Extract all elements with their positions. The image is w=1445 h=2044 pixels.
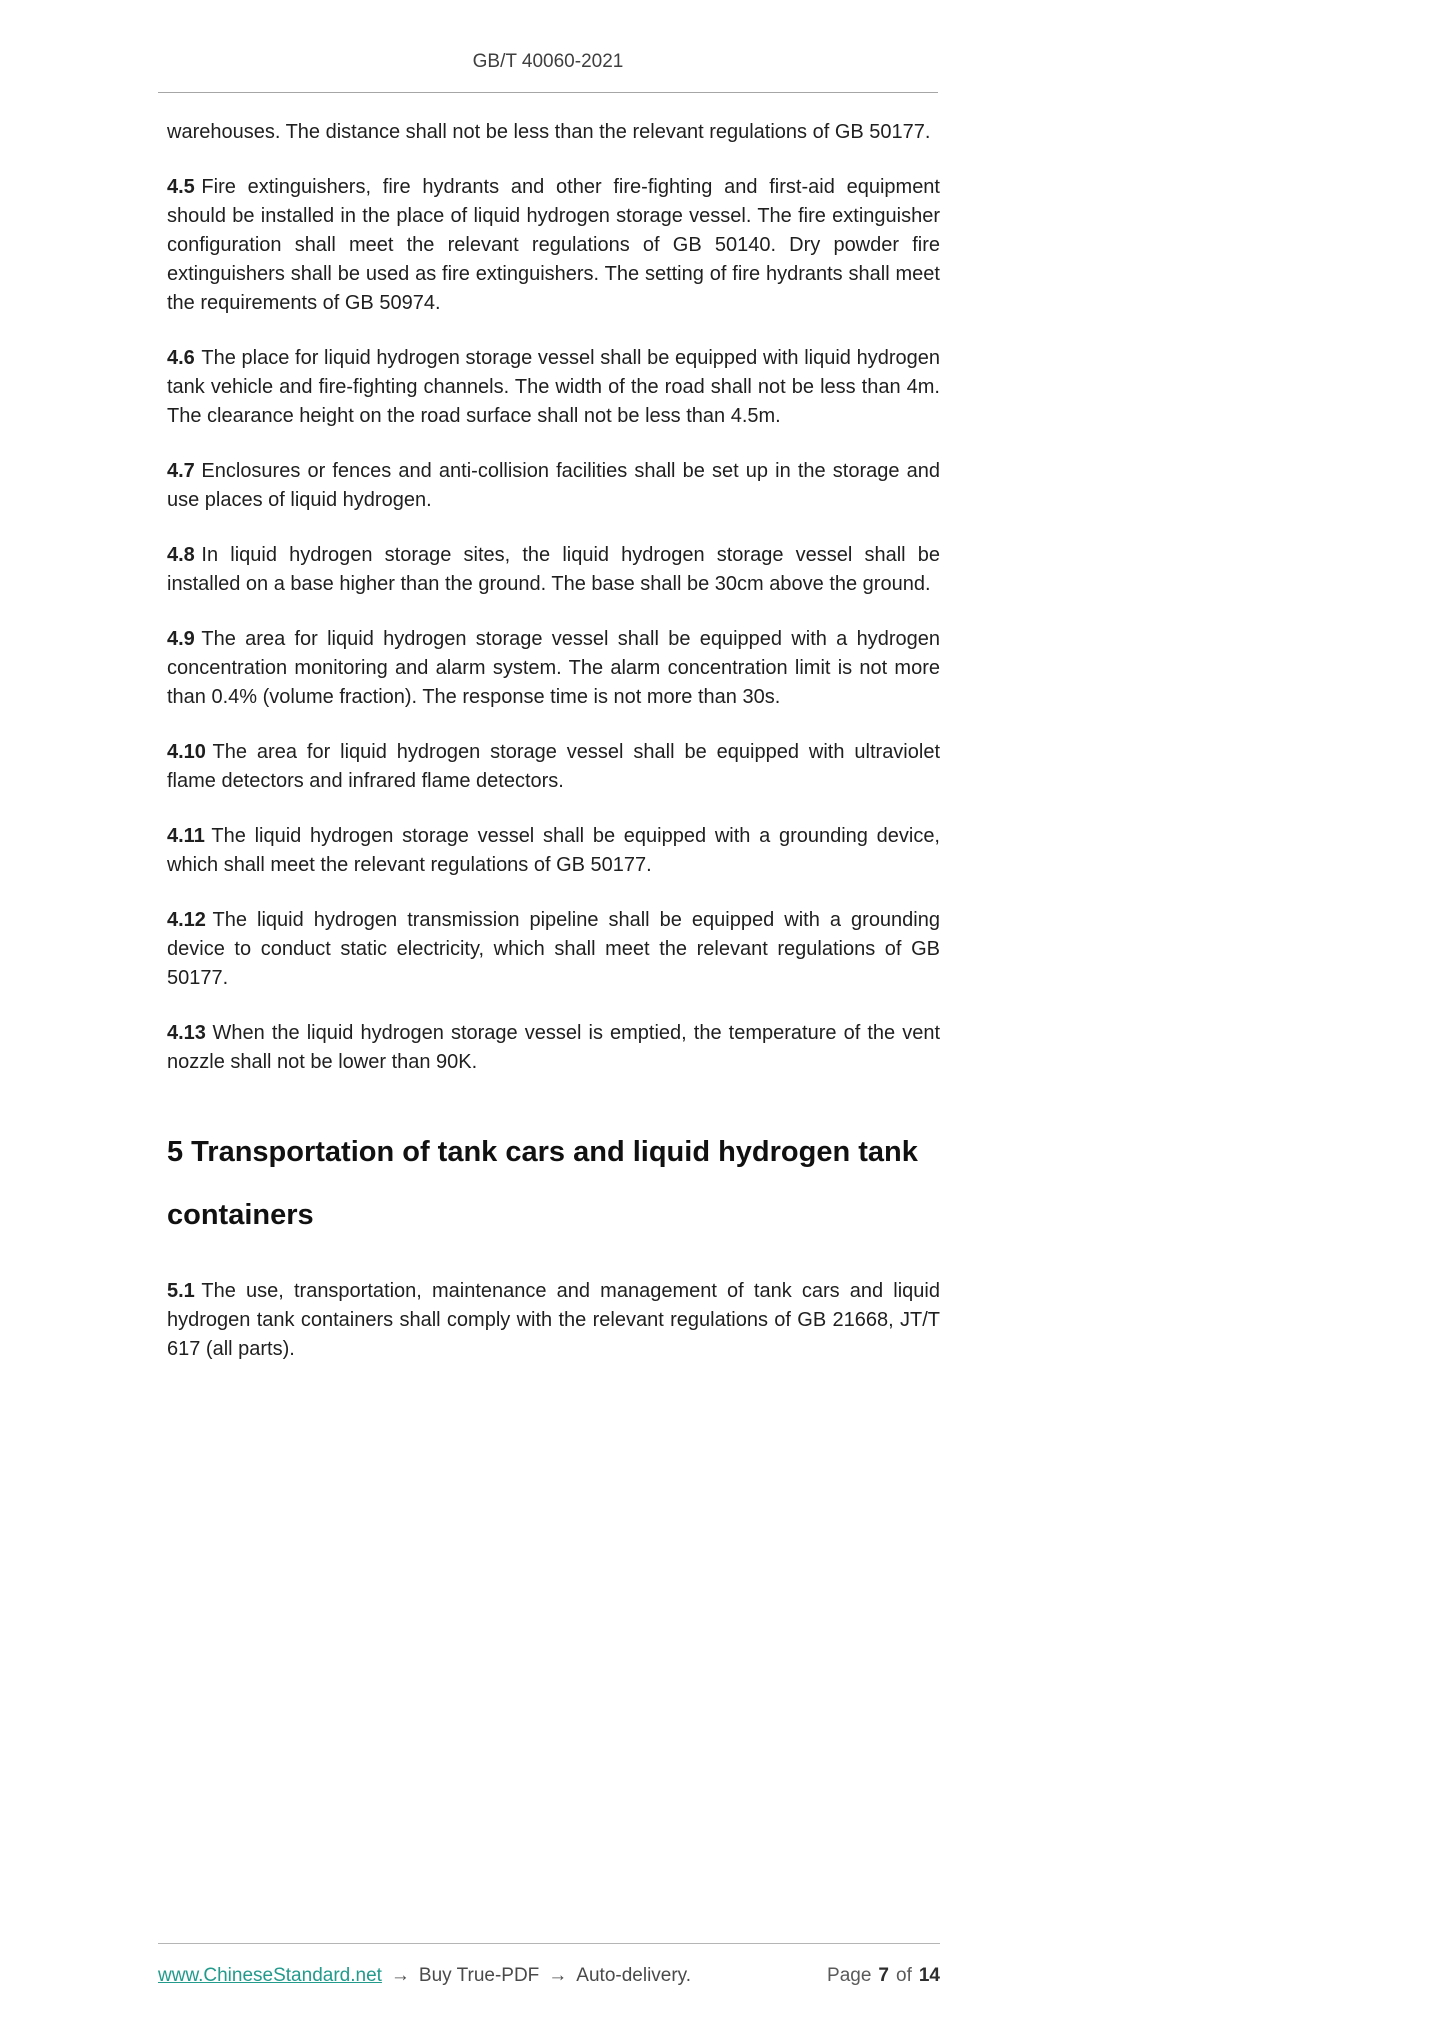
body-paragraph [167,118,940,147]
footer-site-link[interactable]: www.ChineseStandard.net [158,1965,382,1986]
clause-number: 4.5 [167,176,195,198]
paragraph-text: The liquid hydrogen storage vessel shall be equipped with a grounding device, which shall meet the relevant regulations of GB 50177. [167,825,940,876]
paragraph-text: In liquid hydrogen storage sites, the liquid hydrogen storage vessel shall be installed on a base higher than the ground. The base shall be 30cm above the ground. [167,544,940,595]
of-label: of [896,1965,912,1986]
arrow-right-icon: → [390,1965,410,1986]
clause-number: 4.9 [167,628,195,650]
paragraph-text: When the liquid hydrogen storage vessel is emptied, the temperature of the vent nozzle shall not be lower than 90K. [167,1022,940,1073]
clause-number: 5.1 [167,1280,195,1303]
body-paragraph [167,1019,940,1077]
arrow-right-icon: → [548,1965,568,1986]
clause-number: 4.11 [167,825,205,847]
footer-delivery-label: Auto-delivery. [576,1965,692,1986]
body-paragraph [167,1277,940,1364]
section-heading: 5 Transportation of tank cars and liquid hydrogen tank containers [167,1136,918,1232]
page-footer [158,1943,940,1987]
body-paragraph [167,738,940,796]
footer-buy-label: Buy True-PDF [418,1965,540,1986]
paragraph-text: The place for liquid hydrogen storage vessel shall be equipped with liquid hydrogen tank vehicle and fire-fighting channels. The width of the road shall not be less than 4m. The clearance height on the road surface shall not be less than 4.5m. [167,347,940,427]
body-paragraph [167,822,940,880]
page-number: 7 [878,1965,889,1986]
clause-number: 4.13 [167,1022,206,1044]
standard-number: GB/T 40060-2021 [472,51,624,72]
clause-number: 4.12 [167,909,206,931]
page-indicator [827,1965,940,1987]
paragraph-text: The liquid hydrogen transmission pipeline shall be equipped with a grounding device to conduct static electricity, which shall meet the relevant regulations of GB 50177. [167,909,940,989]
body-paragraph [167,173,940,318]
clause-number: 4.8 [167,544,195,566]
body-paragraph [167,541,940,599]
paragraph-text: Enclosures or fences and anti-collision facilities shall be set up in the storage and use places of liquid hydrogen. [167,460,940,511]
clause-number: 4.10 [167,741,206,763]
document-body [167,118,940,1390]
body-paragraph [167,906,940,993]
clause-number: 4.6 [167,347,195,369]
page-header [158,50,938,93]
paragraph-text: warehouses. The distance shall not be less than the relevant regulations of GB 50177. [167,121,931,143]
page-total: 14 [918,1965,940,1986]
clause-number: 4.7 [167,460,195,482]
paragraph-text: The area for liquid hydrogen storage vessel shall be equipped with a hydrogen concentration monitoring and alarm system. The alarm concentration limit is not more than 0.4% (volume fraction). The response time is not more than 30s. [167,628,940,708]
body-paragraph [167,344,940,431]
paragraph-text: The area for liquid hydrogen storage vessel shall be equipped with ultraviolet flame detectors and infrared flame detectors. [167,741,940,792]
paragraph-text: The use, transportation, maintenance and management of tank cars and liquid hydrogen tank containers shall comply with the relevant regulations of GB 21668, JT/T 617 (all parts). [167,1280,940,1361]
page-label: Page [827,1965,872,1986]
body-paragraph [167,625,940,712]
paragraph-text: Fire extinguishers, fire hydrants and other fire-fighting and first-aid equipment should be installed in the place of liquid hydrogen storage vessel. The fire extinguisher configuration shall meet the relevant regulations of GB 50140. Dry powder fire extinguishers shall be used as fire extinguishers. The setting of fire hydrants shall meet the requirements of GB 50974. [167,176,940,314]
footer-left [158,1965,691,1987]
body-paragraph [167,457,940,515]
